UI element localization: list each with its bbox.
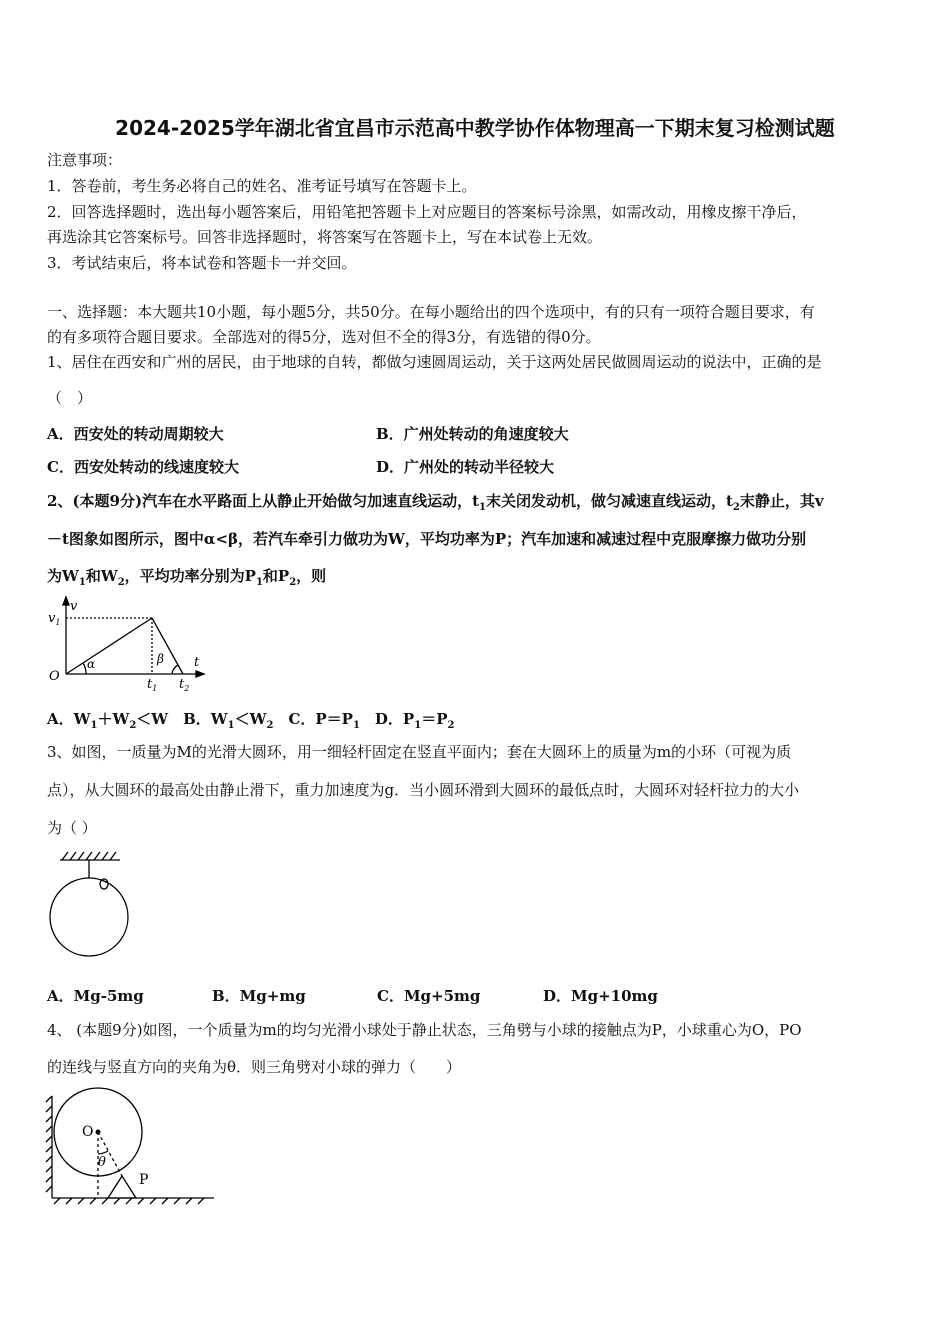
ball-wedge-figure bbox=[44, 1094, 219, 1209]
theta-label: θ bbox=[98, 1155, 106, 1170]
big-ring bbox=[50, 878, 128, 956]
ring-figure bbox=[44, 848, 134, 968]
t2-label: $t_2$ bbox=[179, 677, 190, 693]
o-label: O bbox=[82, 1124, 94, 1140]
notice-item: 再选涂其它答案标号。回答非选择题时，将答案写在答题卡上，写在本试卷上无效。 bbox=[47, 228, 603, 246]
notice-item: 1．答卷前，考生务必将自己的姓名、准考证号填写在答题卡上。 bbox=[47, 177, 477, 195]
page-title: 2024-2025学年湖北省宜昌市示范高中教学协作体物理高一下期末复习检测试题 bbox=[115, 116, 835, 140]
origin-label: O bbox=[49, 669, 60, 684]
v-axis-label: v bbox=[70, 599, 78, 614]
question-3-stem: 为（ ） bbox=[47, 819, 97, 837]
notice-item: 2．回答选择题时，选出每小题答案后，用铅笔把答题卡上对应题目的答案标号涂黑，如需改动，用橡皮擦干净后， bbox=[47, 203, 807, 221]
question-1-option-c: C．西安处转动的线速度较大 bbox=[47, 458, 239, 476]
question-1-option-a: A．西安处的转动周期较大 bbox=[47, 425, 224, 443]
question-1-stem: 1、居住在西安和广州的居民，由于地球的自转，都做匀速圆周运动，关于这两处居民做圆周运动的说法中，正确的是 bbox=[47, 353, 822, 371]
alpha-arc bbox=[83, 663, 86, 674]
question-3-option-d: D．Mg+10mg bbox=[543, 987, 658, 1005]
p-label: P bbox=[139, 1172, 149, 1188]
question-3-option-a: A．Mg-5mg bbox=[47, 987, 144, 1005]
question-1-option-d: D．广州处的转动半径较大 bbox=[376, 458, 555, 476]
t-axis-label: t bbox=[194, 655, 200, 670]
question-3-stem: 3、如图，一质量为M的光滑大圆环，用一细轻杆固定在竖直平面内；套在大圆环上的质量为m的小环（可视为质 bbox=[47, 743, 792, 761]
center-dot bbox=[96, 1130, 101, 1135]
question-4-stem: 4、 (本题9分)如图，一个质量为m的均匀光滑小球处于静止状态，三角劈与小球的接触点为P，小球重心为O，PO bbox=[47, 1021, 802, 1039]
v-axis-arrow bbox=[63, 597, 69, 605]
section-intro: 一、选择题：本大题共10小题，每小题5分，共50分。在每小题给出的四个选项中，有的只有一项符合题目要求，有 bbox=[47, 303, 815, 321]
notice-item: 3．考试结束后，将本试卷和答题卡一并交回。 bbox=[47, 254, 357, 272]
question-3-stem: 点），从大圆环的最高处由静止滑下，重力加速度为g．当小圆环滑到大圆环的最低点时，大圆环对轻杆拉力的大小 bbox=[47, 781, 800, 799]
vt-graph-figure bbox=[40, 596, 210, 696]
beta-label: β bbox=[157, 652, 164, 666]
t1-label: $t_1$ bbox=[147, 677, 158, 693]
question-2-options: A．$W_1+W_2<W$ B．$W_1<W_2$ C．$P=P_1$ D．$P_1=P_2$ bbox=[47, 710, 455, 731]
beta-arc bbox=[172, 665, 178, 674]
v1-label: $v_1$ bbox=[48, 611, 61, 627]
question-3-option-c: C．Mg+5mg bbox=[377, 987, 481, 1005]
question-3-option-b: B．Mg+mg bbox=[212, 987, 306, 1005]
question-4-stem: 的连线与竖直方向的夹角为θ．则三角劈对小球的弹力（ ） bbox=[47, 1058, 462, 1076]
question-2-stem: 为$W_1$和$W_2$，平均功率分别为$P_1$和$P_2$，则 bbox=[47, 567, 327, 588]
accel-segment bbox=[66, 618, 152, 674]
theta-arc bbox=[98, 1151, 108, 1154]
notice-heading: 注意事项： bbox=[47, 151, 123, 169]
alpha-label: α bbox=[87, 657, 96, 671]
question-2-stem: 2、(本题9分)汽车在水平路面上从静止开始做匀加速直线运动，$t_1$末关闭发动机，做匀减速直线运动，$t_2$末静止，其v bbox=[47, 492, 824, 513]
t-axis-arrow bbox=[196, 671, 204, 677]
section-intro: 的有多项符合题目要求。全部选对的得5分，选对但不全的得3分，有选错的得0分。 bbox=[47, 328, 601, 346]
question-1-stem: （ ） bbox=[47, 389, 93, 407]
wedge bbox=[108, 1176, 136, 1198]
question-2-stem: －t图象如图所示，图中α<β，若汽车牵引力做功为W，平均功率为P；汽车加速和减速过程中克服摩擦力做功分别 bbox=[47, 530, 807, 548]
question-1-option-b: B．广州处转动的角速度较大 bbox=[376, 425, 569, 443]
